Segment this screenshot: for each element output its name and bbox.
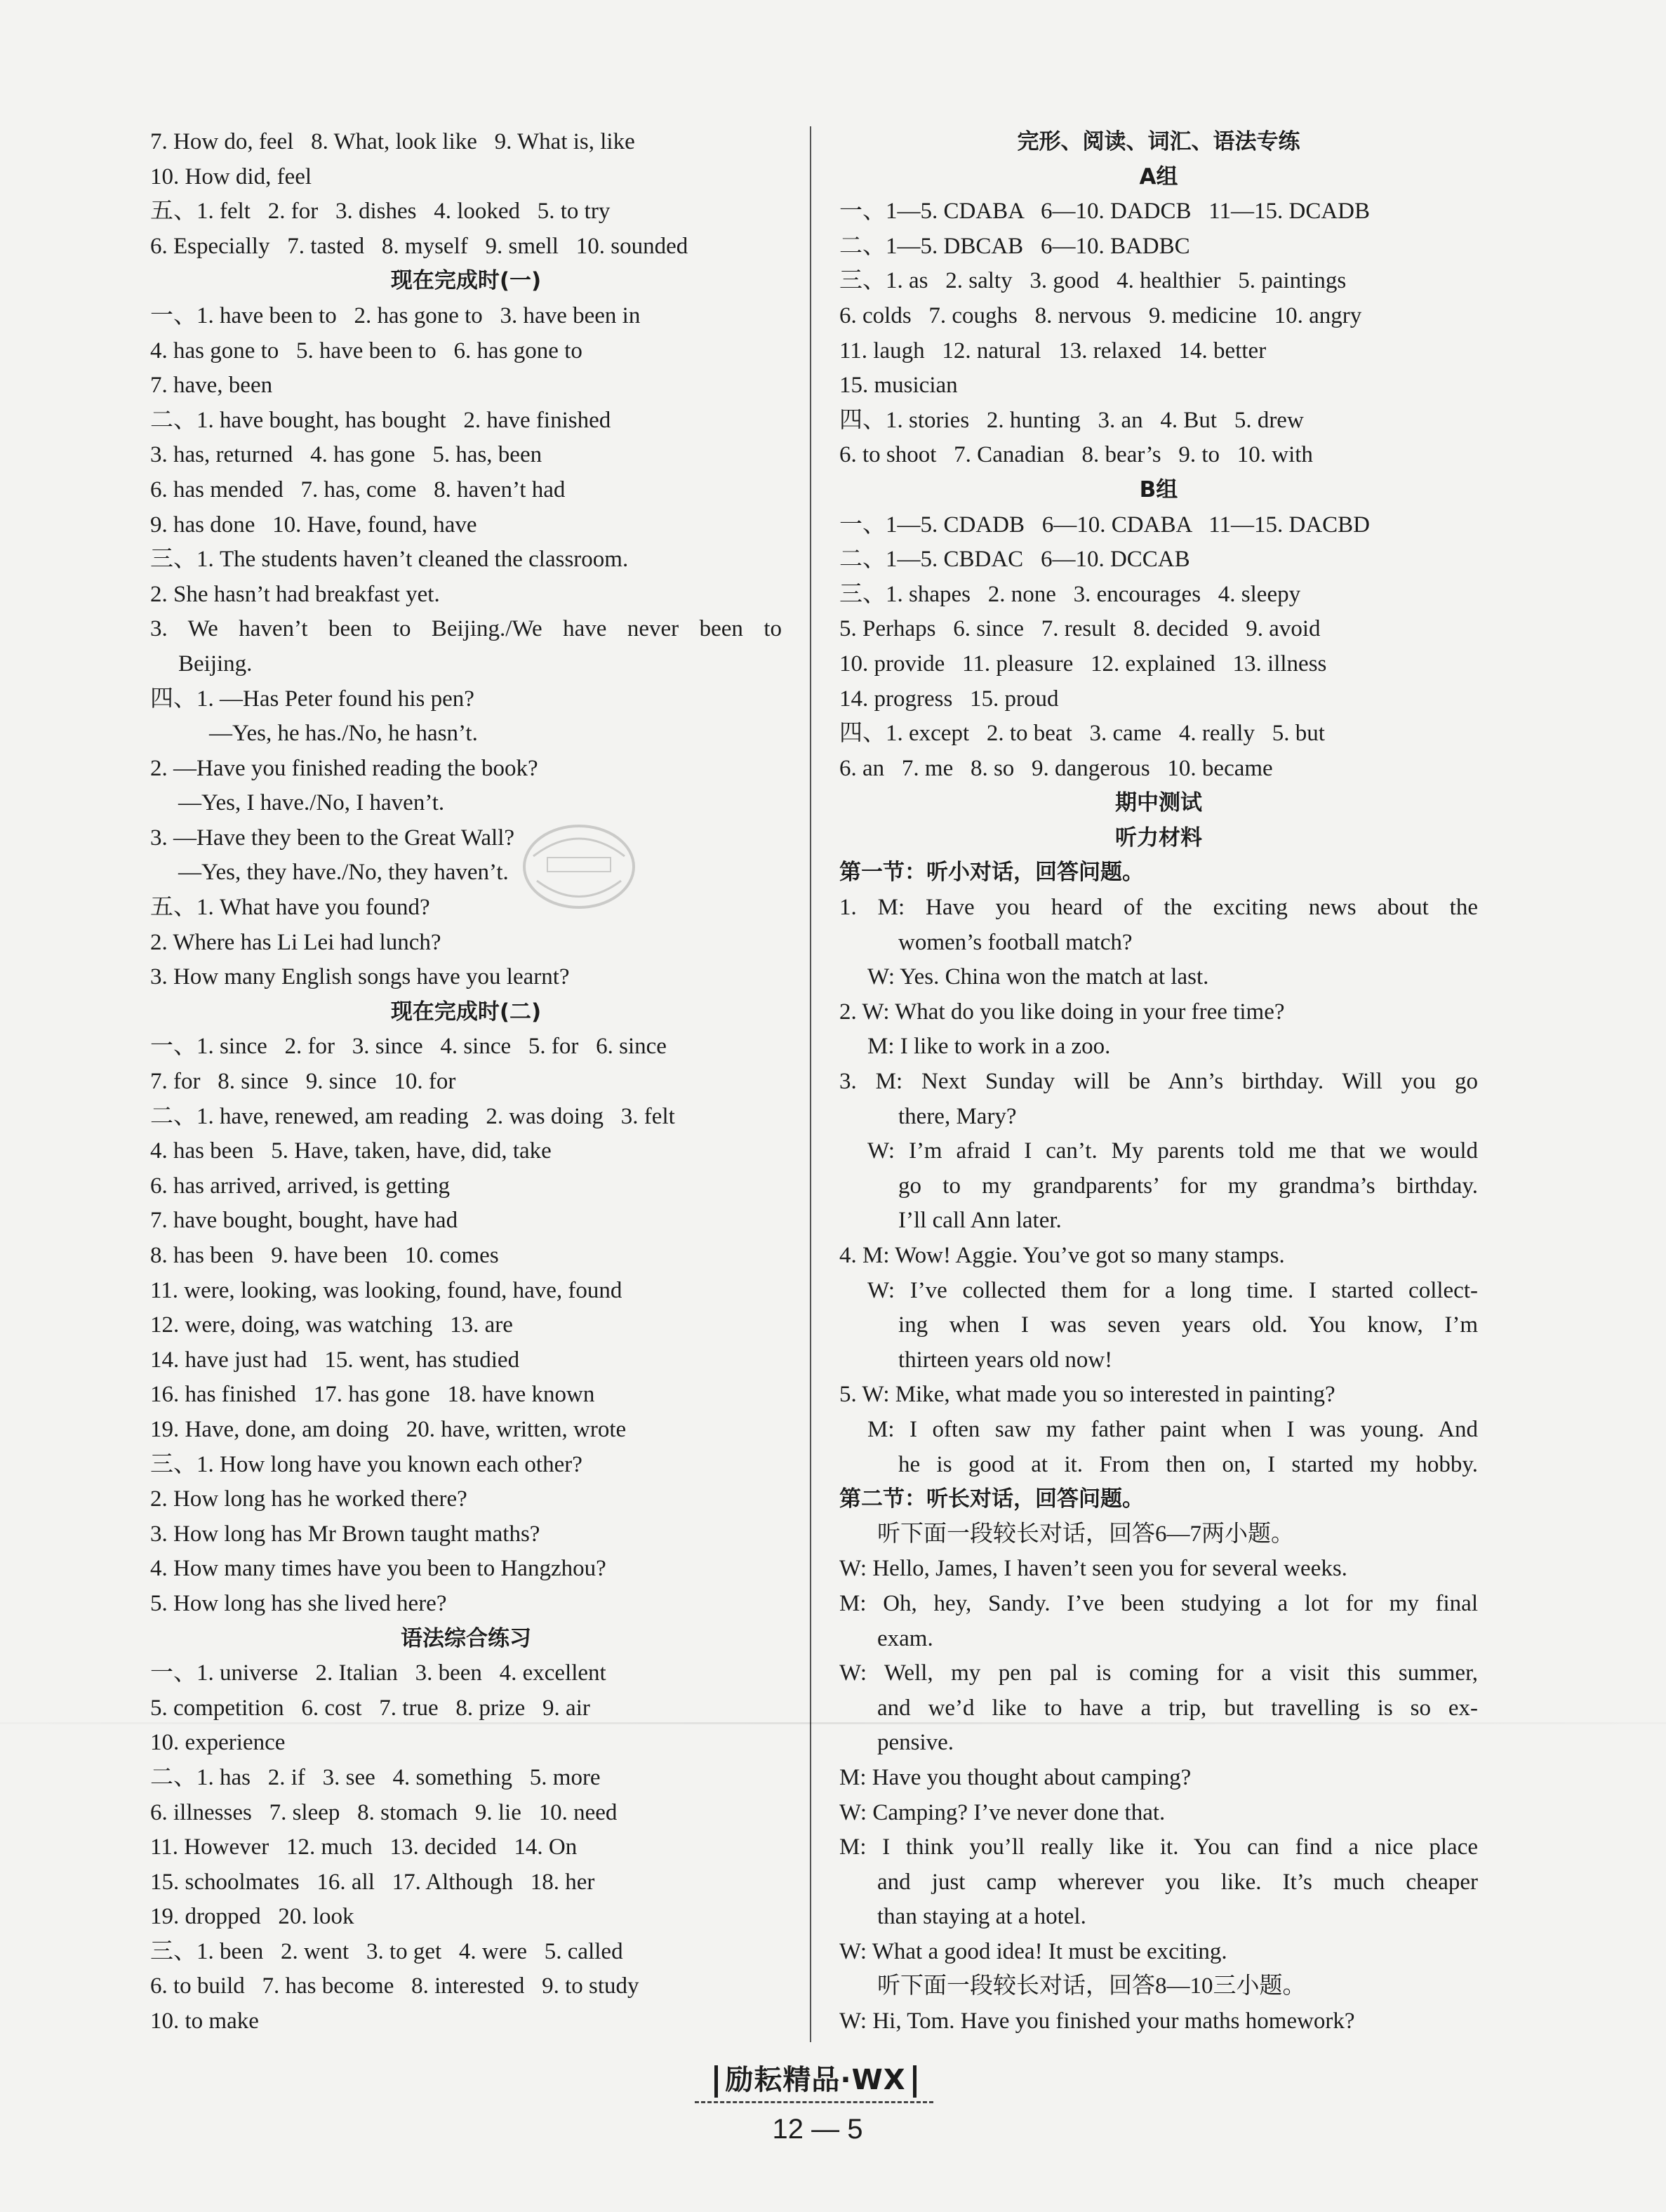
subsection-heading: 第二节：听长对话，回答问题。 [839,1486,1144,1512]
answer-line: 4. How many times have you been to Hangzhou? [150,1556,606,1582]
answer-line: 三、1. as 2. salty 3. good 4. healthier 5. paintings [839,268,1347,294]
answer-line: 14. have just had 15. went, has studied [150,1347,520,1373]
answer-line: 7. How do, feel 8. What, look like 9. What is, like [150,129,635,154]
column-divider [810,126,811,2042]
answer-line: thirteen years old now! [898,1347,1113,1373]
answer-line: 11. laugh 12. natural 13. relaxed 14. better [839,338,1267,364]
answer-line: 7. have, been [150,373,273,399]
answer-line: Beijing. [178,651,253,677]
answer-line: 五、1. felt 2. for 3. dishes 4. looked 5. to try [150,199,611,225]
answer-line: M: I like to work in a zoo. [867,1034,1111,1060]
right-column [839,125,1478,2039]
answer-line: 一、1. have been to 2. has gone to 3. have been in [150,302,641,328]
answer-line: 11. However 12. much 13. decided 14. On [150,1834,578,1860]
answer-line: 3. —Have they been to the Great Wall? [150,825,515,851]
answer-line: women’s football match? [898,929,1133,955]
answer-line: 4. has gone to 5. have been to 6. has gone to [150,338,582,364]
answer-line: he is good at it. From then on, I started my hobby. [898,1451,1478,1477]
answer-line: 2. Where has Li Lei had lunch? [150,929,441,955]
answer-line: 7. for 8. since 9. since 10. for [150,1069,456,1095]
answer-line: 6. an 7. me 8. so 9. dangerous 10. became [839,755,1273,781]
answer-line: M: Have you thought about camping? [839,1764,1192,1790]
answer-line: 1. M: Have you heard of the exciting news about the [839,895,1478,921]
answer-line: W: Well, my pen pal is coming for a visit this summer, [839,1660,1478,1686]
answer-line: W: Hello, James, I haven’t seen you for several weeks. [839,1556,1347,1582]
answer-line: 3. How long has Mr Brown taught maths? [150,1521,540,1547]
answer-line: 3. We haven’t been to Beijing./We have never been to [150,616,782,642]
answer-line: 一、1. since 2. for 3. since 4. since 5. for 6. since [150,1034,667,1060]
answer-line: 听下面一段较长对话，回答8—10三小题。 [877,1973,1306,1999]
answer-line: —Yes, I have./No, I haven’t. [178,790,445,816]
answer-line: 二、1. have, renewed, am reading 2. was doing 3. felt [150,1103,675,1129]
subsection-heading: 第一节：听小对话，回答问题。 [839,860,1144,886]
answer-line: 五、1. What have you found? [150,895,430,921]
homework-stamp-icon [519,814,639,919]
answer-line: I’ll call Ann later. [898,1208,1062,1234]
answer-line: and we’d like to have a trip, but travelling is so ex- [877,1695,1478,1721]
section-heading: 完形、阅读、词汇、语法专练 [1017,129,1300,154]
answer-line: 三、1. The students haven’t cleaned the classroom. [150,547,629,573]
section-heading: B组 [1139,477,1178,502]
answer-line: 3. M: Next Sunday will be Ann’s birthday. Will you go [839,1069,1478,1095]
answer-line: W: Hi, Tom. Have you finished your maths homework? [839,2008,1355,2034]
answer-line: 14. progress 15. proud [839,686,1059,712]
answer-line: exam. [877,1625,933,1651]
answer-line: 三、1. been 2. went 3. to get 4. were 5. called [150,1938,623,1964]
answer-line: 5. How long has she lived here? [150,1590,447,1616]
answer-line: 二、1—5. DBCAB 6—10. BADBC [839,233,1190,259]
brand-code: WX [851,2064,906,2096]
answer-line: 6. has mended 7. has, come 8. haven’t had [150,477,566,502]
answer-line: 2. —Have you finished reading the book? [150,755,538,781]
page-number: 12 — 5 [772,2114,863,2145]
answer-line: 听下面一段较长对话，回答6—7两小题。 [877,1521,1294,1547]
answer-line: 四、1. —Has Peter found his pen? [150,686,474,712]
answer-line: 12. were, doing, was watching 13. are [150,1312,513,1338]
answer-line: 5. competition 6. cost 7. true 8. prize 9. air [150,1695,590,1721]
brand-separator: · [840,2064,852,2096]
answer-line: 2. How long has he worked there? [150,1486,467,1512]
answer-line: —Yes, he has./No, he hasn’t. [209,721,478,747]
answer-line: 10. provide 11. pleasure 12. explained 13. illness [839,651,1327,677]
answer-line: 三、1. How long have you known each other? [150,1451,582,1477]
answer-line: 19. dropped 20. look [150,1904,354,1930]
answer-line: 6. has arrived, arrived, is getting [150,1173,451,1199]
answer-line: 5. Perhaps 6. since 7. result 8. decided 9. avoid [839,616,1321,642]
brand-name: 励耘精品 [725,2064,841,2096]
answer-line: 3. has, returned 4. has gone 5. has, been [150,442,542,468]
answer-line: M: Oh, hey, Sandy. I’ve been studying a lot for my final [839,1590,1478,1616]
answer-line: 6. to build 7. has become 8. interested 9. to study [150,1973,639,1999]
answer-line: 7. have bought, bought, have had [150,1208,458,1234]
answer-line: W: I’m afraid I can’t. My parents told me that we would [867,1138,1478,1164]
left-column [150,125,782,2039]
answer-line: 三、1. shapes 2. none 3. encourages 4. sleepy [839,581,1301,607]
answer-line: than staying at a hotel. [877,1904,1086,1930]
answer-line: 10. experience [150,1730,286,1756]
page-crease [0,1722,1666,1724]
answer-line: go to my grandparents’ for my grandma’s birthday. [898,1173,1478,1199]
answer-line: 10. to make [150,2008,259,2034]
answer-line: ing when I was seven years old. You know, I’m [898,1312,1478,1338]
answer-line: 6. Especially 7. tasted 8. myself 9. smell 10. sounded [150,233,688,259]
answer-line: 15. musician [839,373,958,399]
answer-line: 4. has been 5. Have, taken, have, did, take [150,1138,552,1164]
section-heading: 语法综合练习 [401,1625,531,1651]
section-heading: A组 [1139,164,1178,189]
answer-line: 16. has finished 17. has gone 18. have known [150,1382,595,1408]
brand-logo [675,2059,956,2101]
answer-line: 3. How many English songs have you learnt? [150,964,570,990]
answer-line: 6. illnesses 7. sleep 8. stomach 9. lie 10. need [150,1799,618,1825]
answer-line: 5. W: Mike, what made you so interested in painting? [839,1382,1335,1408]
answer-line: 4. M: Wow! Aggie. You’ve got so many stamps. [839,1243,1285,1268]
answer-line: 19. Have, done, am doing 20. have, written, wrote [150,1416,627,1442]
answer-line: 二、1. have bought, has bought 2. have finished [150,407,611,433]
answer-line: 6. to shoot 7. Canadian 8. bear’s 9. to 10. with [839,442,1313,468]
section-heading: 现在完成时(一) [390,268,542,294]
answer-line: and just camp wherever you like. It’s much cheaper [877,1869,1478,1895]
answer-line: W: Yes. China won the match at last. [867,964,1209,990]
section-heading: 期中测试 [1115,790,1202,816]
answer-line: W: What a good idea! It must be exciting. [839,1938,1227,1964]
section-heading: 听力材料 [1115,825,1202,851]
answer-line: pensive. [877,1730,954,1756]
answer-line: 9. has done 10. Have, found, have [150,512,477,538]
answer-line: 8. has been 9. have been 10. comes [150,1243,499,1268]
answer-line: 一、1—5. CDADB 6—10. CDABA 11—15. DACBD [839,512,1371,538]
answer-line: 15. schoolmates 16. all 17. Although 18. her [150,1869,595,1895]
answer-line: 四、1. stories 2. hunting 3. an 4. But 5. drew [839,407,1304,433]
answer-line: 6. colds 7. coughs 8. nervous 9. medicine 10. angry [839,302,1362,328]
section-heading: 现在完成时(二) [390,999,542,1025]
answer-line: W: Camping? I’ve never done that. [839,1799,1166,1825]
answer-line: 一、1—5. CDABA 6—10. DADCB 11—15. DCADB [839,199,1371,225]
answer-line: 2. W: What do you like doing in your free time? [839,999,1285,1025]
answer-line: M: I think you’ll really like it. You can find a nice place [839,1834,1478,1860]
footer-dashed-rule [695,2101,933,2103]
answer-line: there, Mary? [898,1103,1017,1129]
answer-line: W: I’ve collected them for a long time. I started collect- [867,1277,1478,1303]
answer-line: —Yes, they have./No, they haven’t. [178,860,509,886]
answer-line: 11. were, looking, was looking, found, have, found [150,1277,622,1303]
answer-line: 一、1. universe 2. Italian 3. been 4. excellent [150,1660,606,1686]
answer-line: 10. How did, feel [150,164,312,189]
answer-line: 二、1—5. CBDAC 6—10. DCCAB [839,547,1190,573]
answer-line: 二、1. has 2. if 3. see 4. something 5. more [150,1764,601,1790]
answer-line: 2. She hasn’t had breakfast yet. [150,581,440,607]
answer-line: 四、1. except 2. to beat 3. came 4. really 5. but [839,721,1325,747]
answer-line: M: I often saw my father paint when I was young. And [867,1416,1478,1442]
